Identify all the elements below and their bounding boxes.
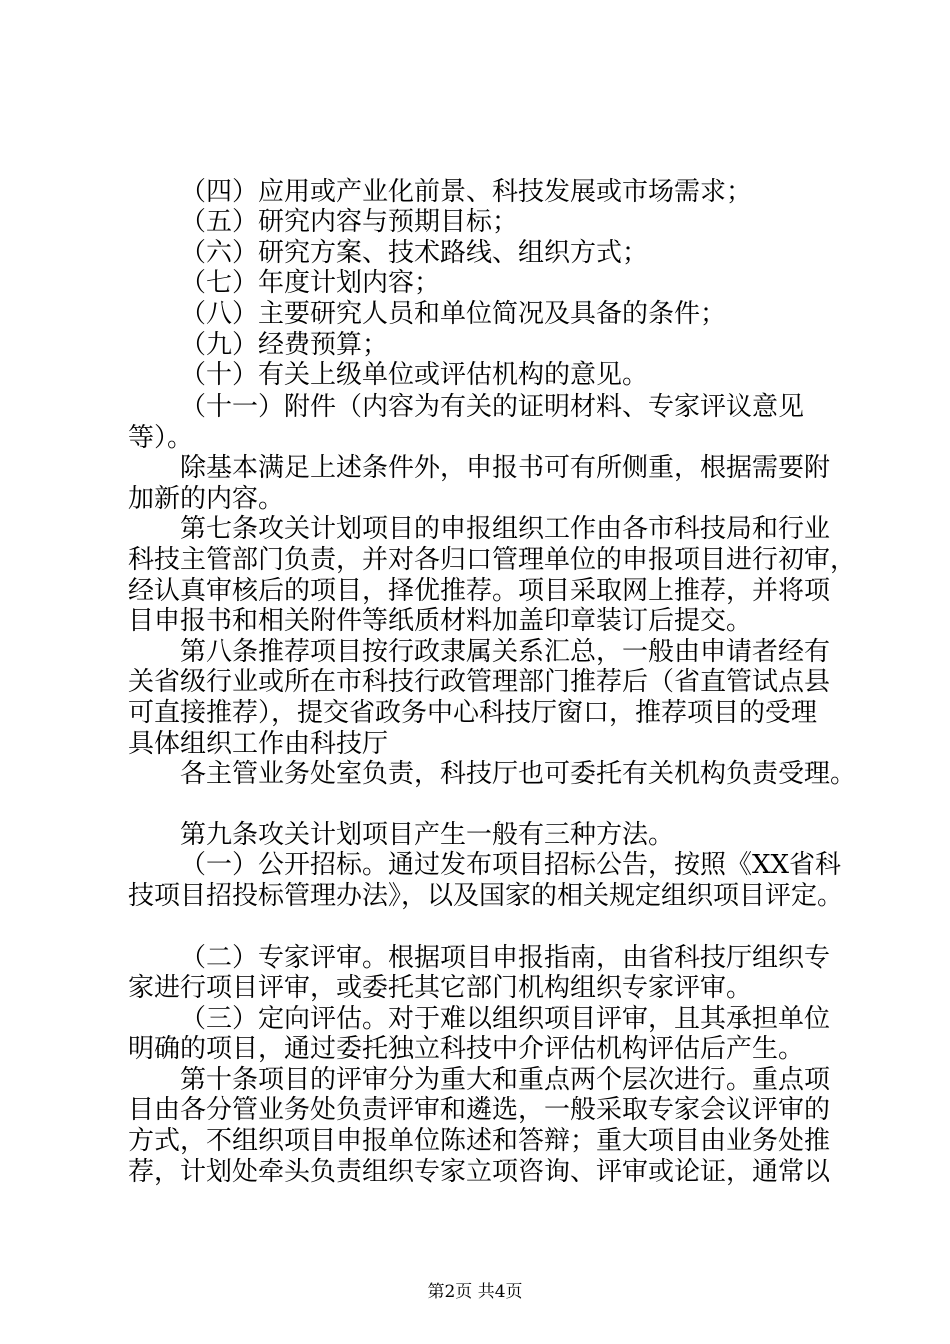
list-item-10: （十）有关上级单位或评估机构的意见。 — [180, 360, 649, 390]
article-10-line: 第十条项目的评审分为重大和重点两个层次进行。重点项 — [180, 1065, 831, 1095]
article-8-line: 具体组织工作由科技厅 — [128, 729, 389, 759]
article-9-item-2: 家进行项目评审，或委托其它部门机构组织专家评审。 — [128, 973, 753, 1003]
article-9-item-1: （一）公开招标。通过发布项目招标公告，按照《XX省科 — [180, 850, 842, 880]
article-8-line: 关省级行业或所在市科技行政管理部门推荐后（省直管试点县 — [128, 667, 831, 697]
list-item-8: （八）主要研究人员和单位简况及具备的条件； — [180, 299, 727, 329]
list-item-11-continued: 等）。 — [128, 423, 194, 453]
article-7-line: 科技主管部门负责，并对各归口管理单位的申报项目进行初审， — [128, 545, 857, 575]
article-10-line: 方式，不组织项目申报单位陈述和答辩；重大项目由业务处推 — [128, 1126, 831, 1156]
list-item-5: （五）研究内容与预期目标； — [180, 207, 519, 237]
article-8-line: 第八条推荐项目按行政隶属关系汇总，一般由申请者经有 — [180, 637, 831, 667]
list-item-11: （十一）附件（内容为有关的证明材料、专家评议意见 — [180, 392, 805, 422]
article-7-line: 经认真审核后的项目，择优推荐。项目采取网上推荐，并将项 — [128, 576, 831, 606]
article-10-line: 目由各分管业务处负责评审和遴选，一般采取专家会议评审的 — [128, 1095, 831, 1125]
list-item-7: （七）年度计划内容； — [180, 268, 441, 298]
paragraph-line: 除基本满足上述条件外，申报书可有所侧重，根据需要附 — [180, 453, 831, 483]
article-9-item-2: （二）专家评审。根据项目申报指南，由省科技厅组织专 — [180, 943, 831, 973]
paragraph-line: 加新的内容。 — [128, 484, 285, 514]
article-9-item-1: 技项目招投标管理办法》，以及国家的相关规定组织项目评定。 — [128, 881, 844, 911]
article-9-item-3: （三）定向评估。对于难以组织项目评审，且其承担单位 — [180, 1004, 831, 1034]
article-8-line: 可直接推荐），提交省政务中心科技厅窗口，推荐项目的受理 — [128, 698, 818, 728]
list-item-4: （四）应用或产业化前景、科技发展或市场需求； — [180, 177, 753, 207]
list-item-6: （六）研究方案、技术路线、组织方式； — [180, 238, 649, 268]
article-7-line: 第七条攻关计划项目的申报组织工作由各市科技局和行业 — [180, 514, 831, 544]
article-8-line: 各主管业务处室负责，科技厅也可委托有关机构负责受理。 — [180, 759, 857, 789]
article-10-line: 荐，计划处牵头负责组织专家立项咨询、评审或论证，通常以 — [128, 1157, 831, 1187]
list-item-9: （九）经费预算； — [180, 330, 389, 360]
article-9-item-3: 明确的项目，通过委托独立科技中介评估机构评估后产生。 — [128, 1034, 805, 1064]
article-7-line: 目申报书和相关附件等纸质材料加盖印章装订后提交。 — [128, 606, 753, 636]
page-number: 第2页 共4页 — [427, 1282, 523, 1302]
article-9-line: 第九条攻关计划项目产生一般有三种方法。 — [180, 820, 675, 850]
